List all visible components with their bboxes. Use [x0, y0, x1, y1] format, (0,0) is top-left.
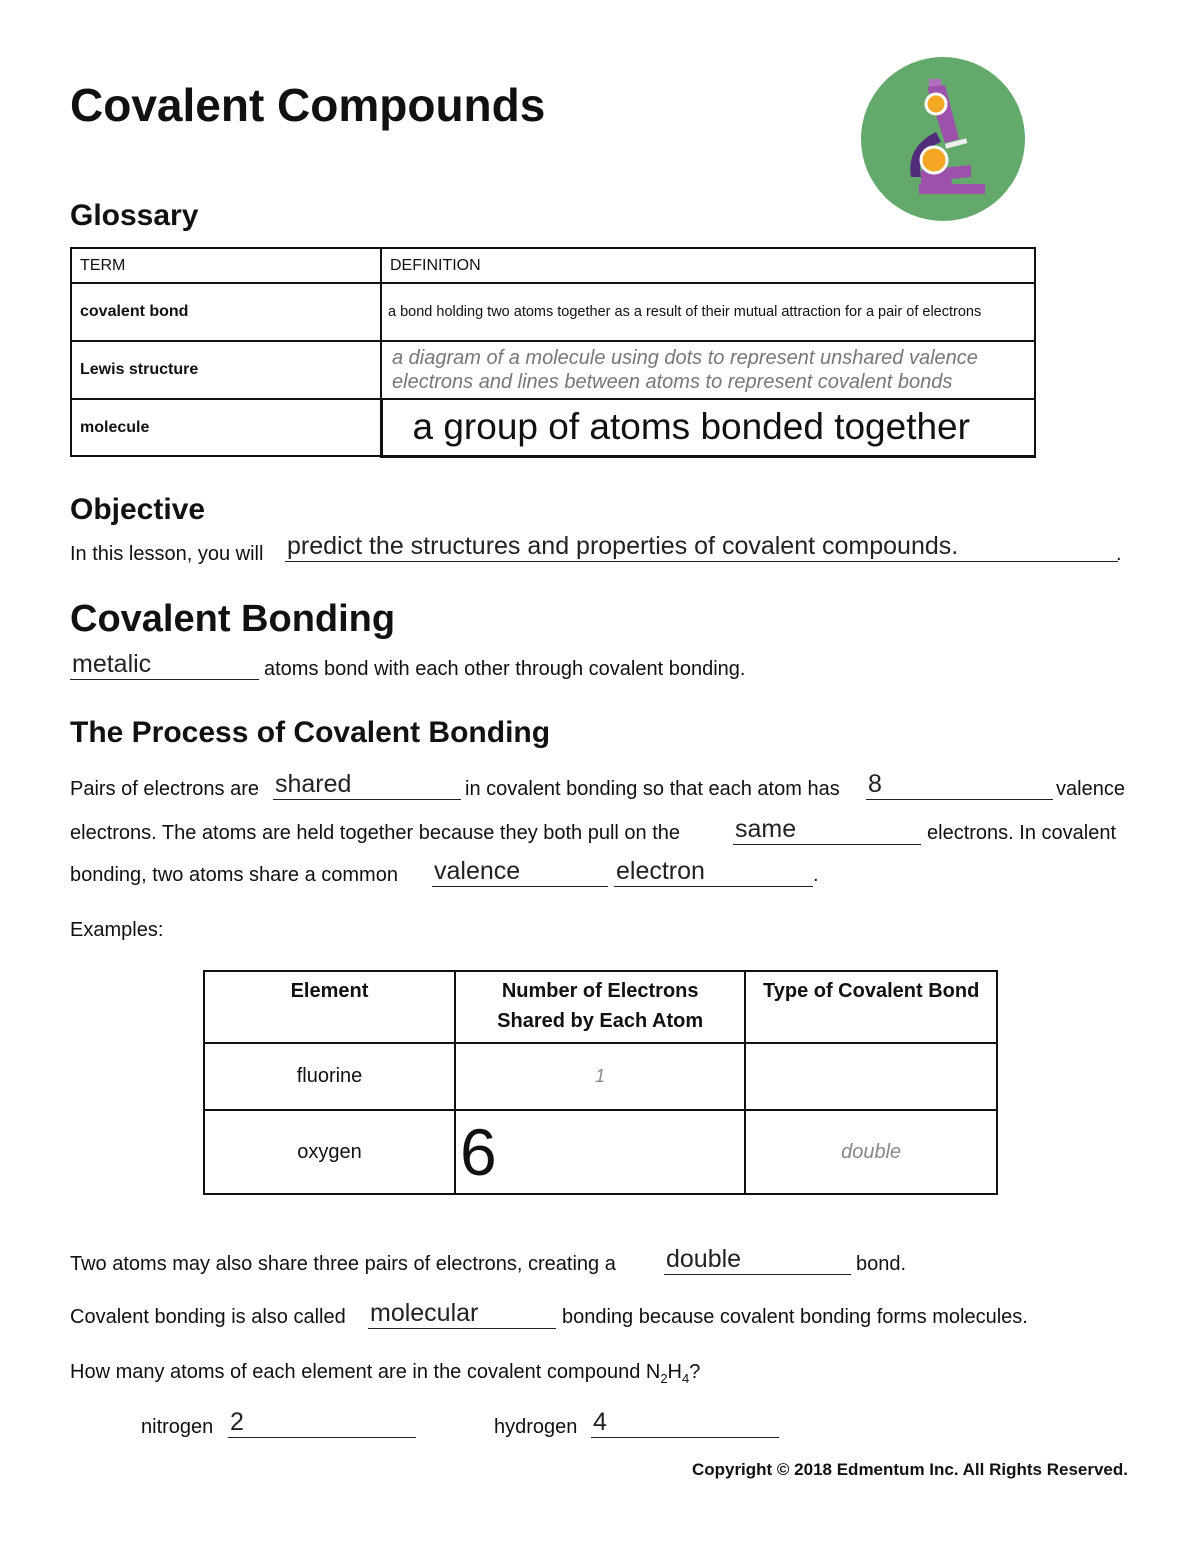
process-text: electrons. The atoms are held together because they both pull on the [70, 822, 681, 844]
table-row [71, 399, 1035, 456]
hydrogen-label: hydrogen [494, 1416, 578, 1438]
term: molecule [71, 399, 381, 456]
number-cell[interactable]: 1 [455, 1043, 745, 1110]
header-term: TERM [71, 248, 381, 283]
process-text: electrons. In covalent [927, 822, 1116, 844]
nitrogen-label: nitrogen [141, 1416, 214, 1438]
page-title: Covalent Compounds [70, 79, 546, 131]
process-text: valence [1056, 778, 1125, 800]
atom-type-field[interactable] [70, 650, 259, 680]
question-text: Covalent bonding is also called [70, 1306, 346, 1328]
common-field-2[interactable] [614, 857, 813, 887]
question-text [70, 1361, 700, 1386]
header-type: Type of Covalent Bond [745, 971, 997, 1043]
valence-count-field[interactable] [866, 770, 1053, 800]
table-row [71, 341, 1035, 399]
objective-answer-field[interactable] [285, 532, 1118, 562]
definition[interactable]: a bond holding two atoms together as a result of their mutual attraction for a pair of electrons [381, 283, 1035, 341]
type-cell[interactable] [745, 1043, 997, 1110]
element-cell: fluorine [204, 1043, 455, 1110]
period: . [1116, 543, 1122, 565]
header-number: Number of Electrons Shared by Each Atom [455, 971, 745, 1043]
term: Lewis structure [71, 341, 381, 399]
number-cell[interactable]: 6 [455, 1110, 745, 1194]
shared-field[interactable] [273, 770, 461, 800]
header-element: Element [204, 971, 455, 1043]
process-heading: The Process of Covalent Bonding [70, 716, 551, 749]
objective-heading: Objective [70, 493, 206, 526]
hydrogen-field[interactable] [591, 1408, 779, 1438]
definition[interactable]: a diagram of a molecule using dots to represent unshared valence electrons and lines between atoms to represent covalent bonds [381, 341, 1035, 399]
question-text: Two atoms may also share three pairs of electrons, creating a [70, 1253, 616, 1275]
bonding-name-field[interactable] [368, 1299, 556, 1329]
term: covalent bond [71, 283, 381, 341]
glossary-heading: Glossary [70, 199, 199, 232]
subscript: 2 [660, 1371, 668, 1386]
process-text: Pairs of electrons are [70, 778, 259, 800]
glossary-table [70, 247, 1036, 458]
table-row [71, 283, 1035, 341]
table-row [204, 1043, 997, 1110]
type-cell[interactable]: double [745, 1110, 997, 1194]
question-mark: ? [689, 1361, 701, 1383]
examples-table [203, 970, 998, 1195]
subscript: 4 [682, 1371, 690, 1386]
common-field-1[interactable] [432, 857, 608, 887]
element-cell: oxygen [204, 1110, 455, 1194]
period: . [813, 864, 819, 886]
covalent-bonding-heading: Covalent Bonding [70, 598, 396, 640]
table-row [204, 1110, 997, 1194]
nitrogen-field[interactable] [228, 1408, 416, 1438]
element-symbol: H [667, 1361, 682, 1383]
question-text: bonding because covalent bonding forms molecules. [562, 1306, 1028, 1328]
copyright: Copyright © 2018 Edmentum Inc. All Rights Reserved. [691, 1460, 1128, 1479]
same-field[interactable] [733, 815, 921, 845]
covalent-bonding-text: atoms bond with each other through covalent bonding. [264, 658, 746, 680]
examples-label: Examples: [70, 919, 164, 941]
process-text: bonding, two atoms share a common [70, 864, 398, 886]
microscope-icon [861, 57, 1025, 221]
process-text: in covalent bonding so that each atom has [465, 778, 840, 800]
objective-prefix: In this lesson, you will [70, 543, 264, 565]
header-definition: DEFINITION [381, 248, 1035, 283]
triple-bond-field[interactable] [664, 1245, 851, 1275]
definition[interactable]: a group of atoms bonded together [381, 399, 1035, 456]
question-text: bond. [856, 1253, 907, 1275]
question-text-main: How many atoms of each element are in the covalent compound N [70, 1361, 661, 1383]
